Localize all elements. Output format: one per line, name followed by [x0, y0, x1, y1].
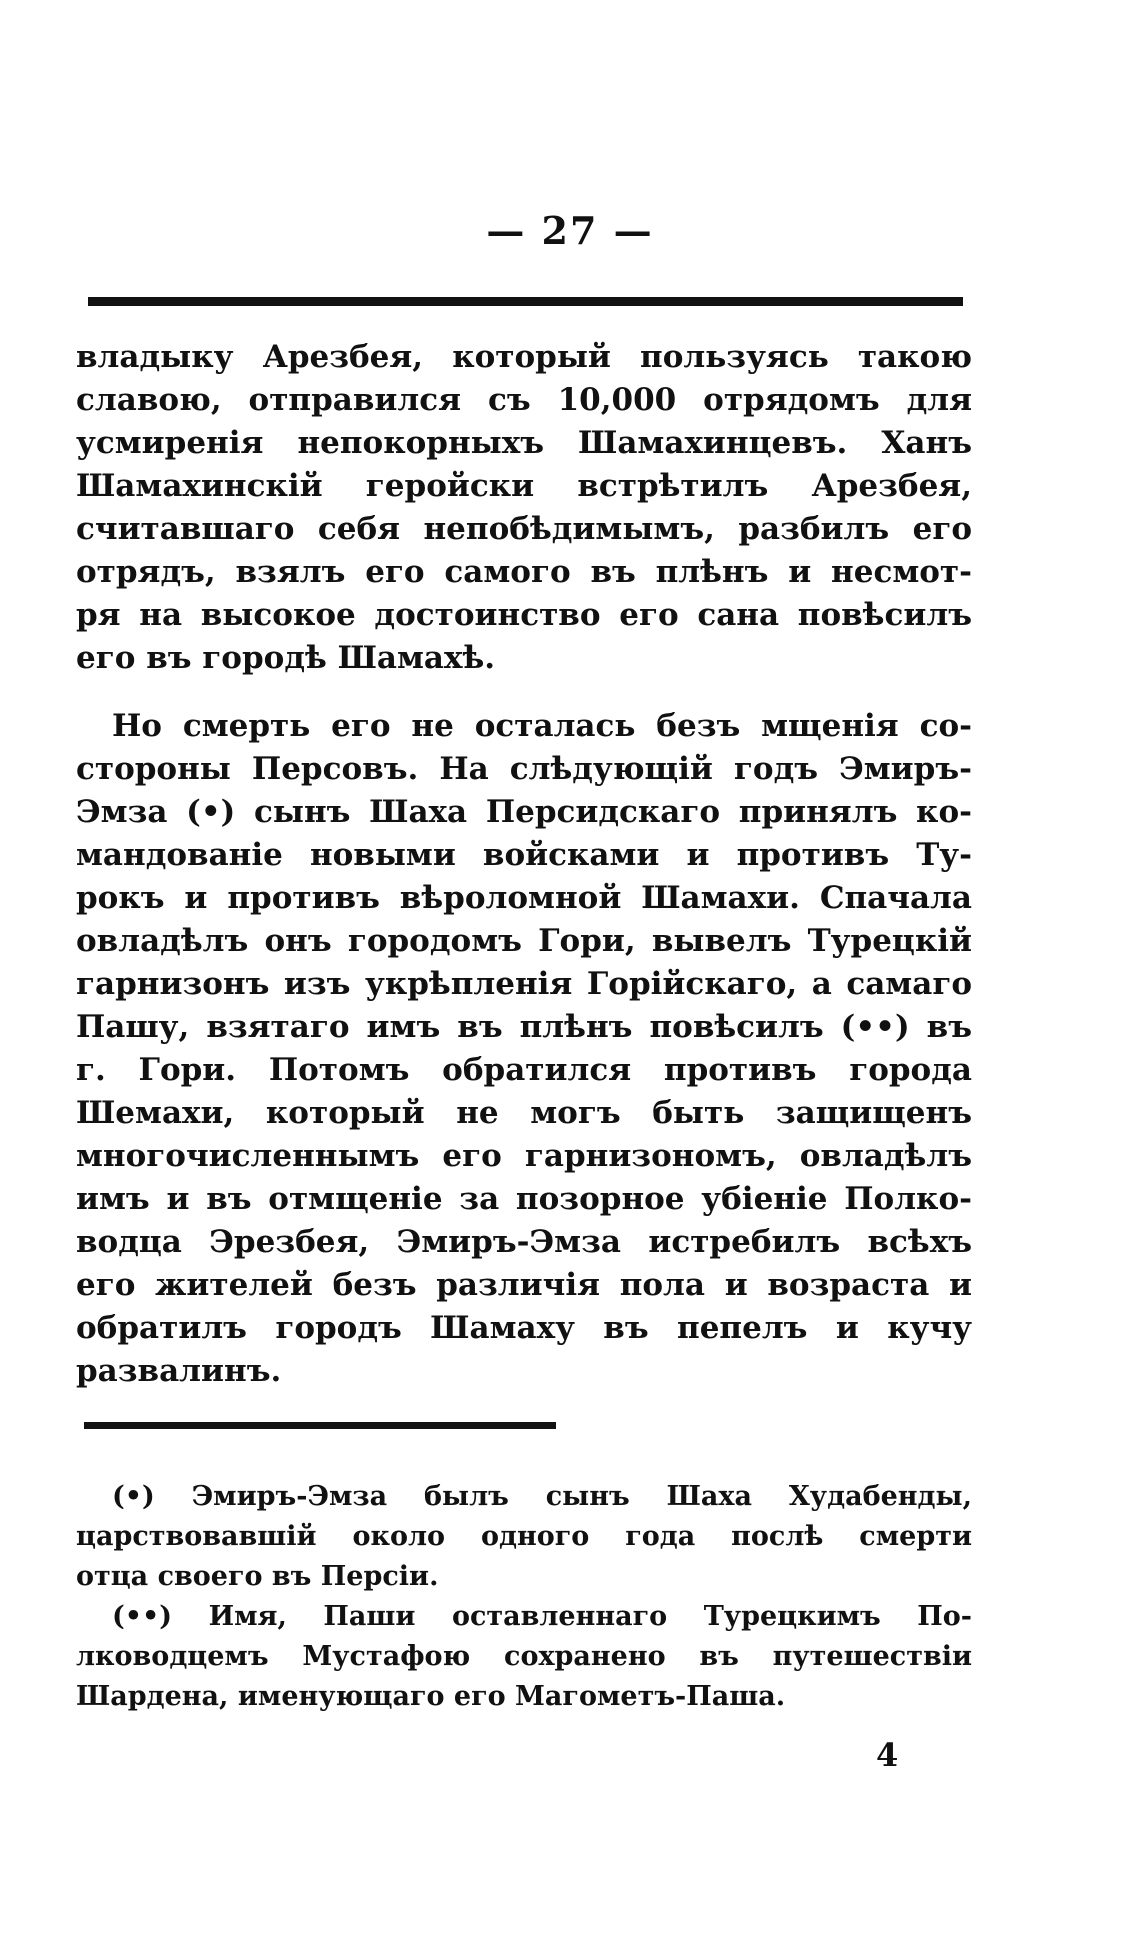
signature-mark: 4 [876, 1736, 899, 1774]
text-line: имъ и въ отмщеніе за позорное убіеніе Полко- [76, 1181, 972, 1217]
footnotes [76, 1477, 972, 1717]
page-number: — 27 — [486, 208, 654, 253]
footnote-rule [84, 1422, 556, 1429]
paragraph-1 [76, 336, 972, 680]
text-line: рокъ и противъ вѣроломной Шамахи. Спачала [76, 880, 972, 916]
text-line: развалинъ. [76, 1353, 282, 1389]
text-line: Шамахинскій геройски встрѣтилъ Арезбея, [76, 468, 972, 504]
text-line: стороны Персовъ. На слѣдующій годъ Эмиръ- [76, 751, 972, 787]
footnote-line: отца своего въ Персіи. [76, 1561, 439, 1592]
text-line: гарнизонъ изъ укрѣпленія Горійскаго, а самаго [76, 966, 972, 1002]
text-line: водца Эрезбея, Эмиръ-Эмза истребилъ всѣхъ [76, 1224, 972, 1260]
text-line: многочисленнымъ его гарнизономъ, овладѣлъ [76, 1138, 972, 1174]
text-line: обратилъ городъ Шамаху въ пепелъ и кучу [76, 1310, 972, 1346]
text-line: Шемахи, который не могъ быть защищенъ [76, 1095, 972, 1131]
text-line: его въ городѣ Шамахѣ. [76, 640, 496, 676]
text-line: владыку Арезбея, который пользуясь такою [76, 339, 972, 375]
text-line: ря на высокое достоинство его сана повѣсилъ [76, 597, 972, 633]
text-line: Эмза (•) сынъ Шаха Персидскаго принялъ ко- [76, 794, 972, 830]
text-line: мандованіе новыми войсками и противъ Ту- [76, 837, 972, 873]
text-line: Пашу, взятаго имъ въ плѣнъ повѣсилъ (••) въ [76, 1009, 972, 1045]
text-line: считавшаго себя непобѣдимымъ, разбилъ его [76, 511, 972, 547]
text-line: отрядъ, взялъ его самого въ плѣнъ и несмот- [76, 554, 972, 590]
text-line: усмиренія непокорныхъ Шамахинцевъ. Ханъ [76, 425, 972, 461]
footnote-line: лководцемъ Мустафою сохранено въ путешествіи [76, 1641, 972, 1672]
footnote-line: царствовавшій около одного года послѣ смерти [76, 1521, 972, 1552]
text-line: овладѣлъ онъ городомъ Гори, вывелъ Турецкій [76, 923, 972, 959]
footnote-line: (•) Эмиръ-Эмза былъ сынъ Шаха Худабенды, [112, 1481, 972, 1512]
paragraph-2 [76, 705, 972, 1393]
text-line: славою, отправился съ 10,000 отрядомъ для [76, 382, 972, 418]
header-rule [88, 297, 963, 306]
footnote-line: Шардена, именующаго его Магометъ-Паша. [76, 1681, 786, 1712]
text-line: Но смерть его не осталась безъ мщенія со- [112, 708, 972, 744]
text-line: его жителей безъ различія пола и возраста и [76, 1267, 972, 1303]
footnote-line: (••) Имя, Паши оставленнаго Турецкимъ По- [112, 1601, 972, 1632]
text-line: г. Гори. Потомъ обратился противъ города [76, 1052, 972, 1088]
